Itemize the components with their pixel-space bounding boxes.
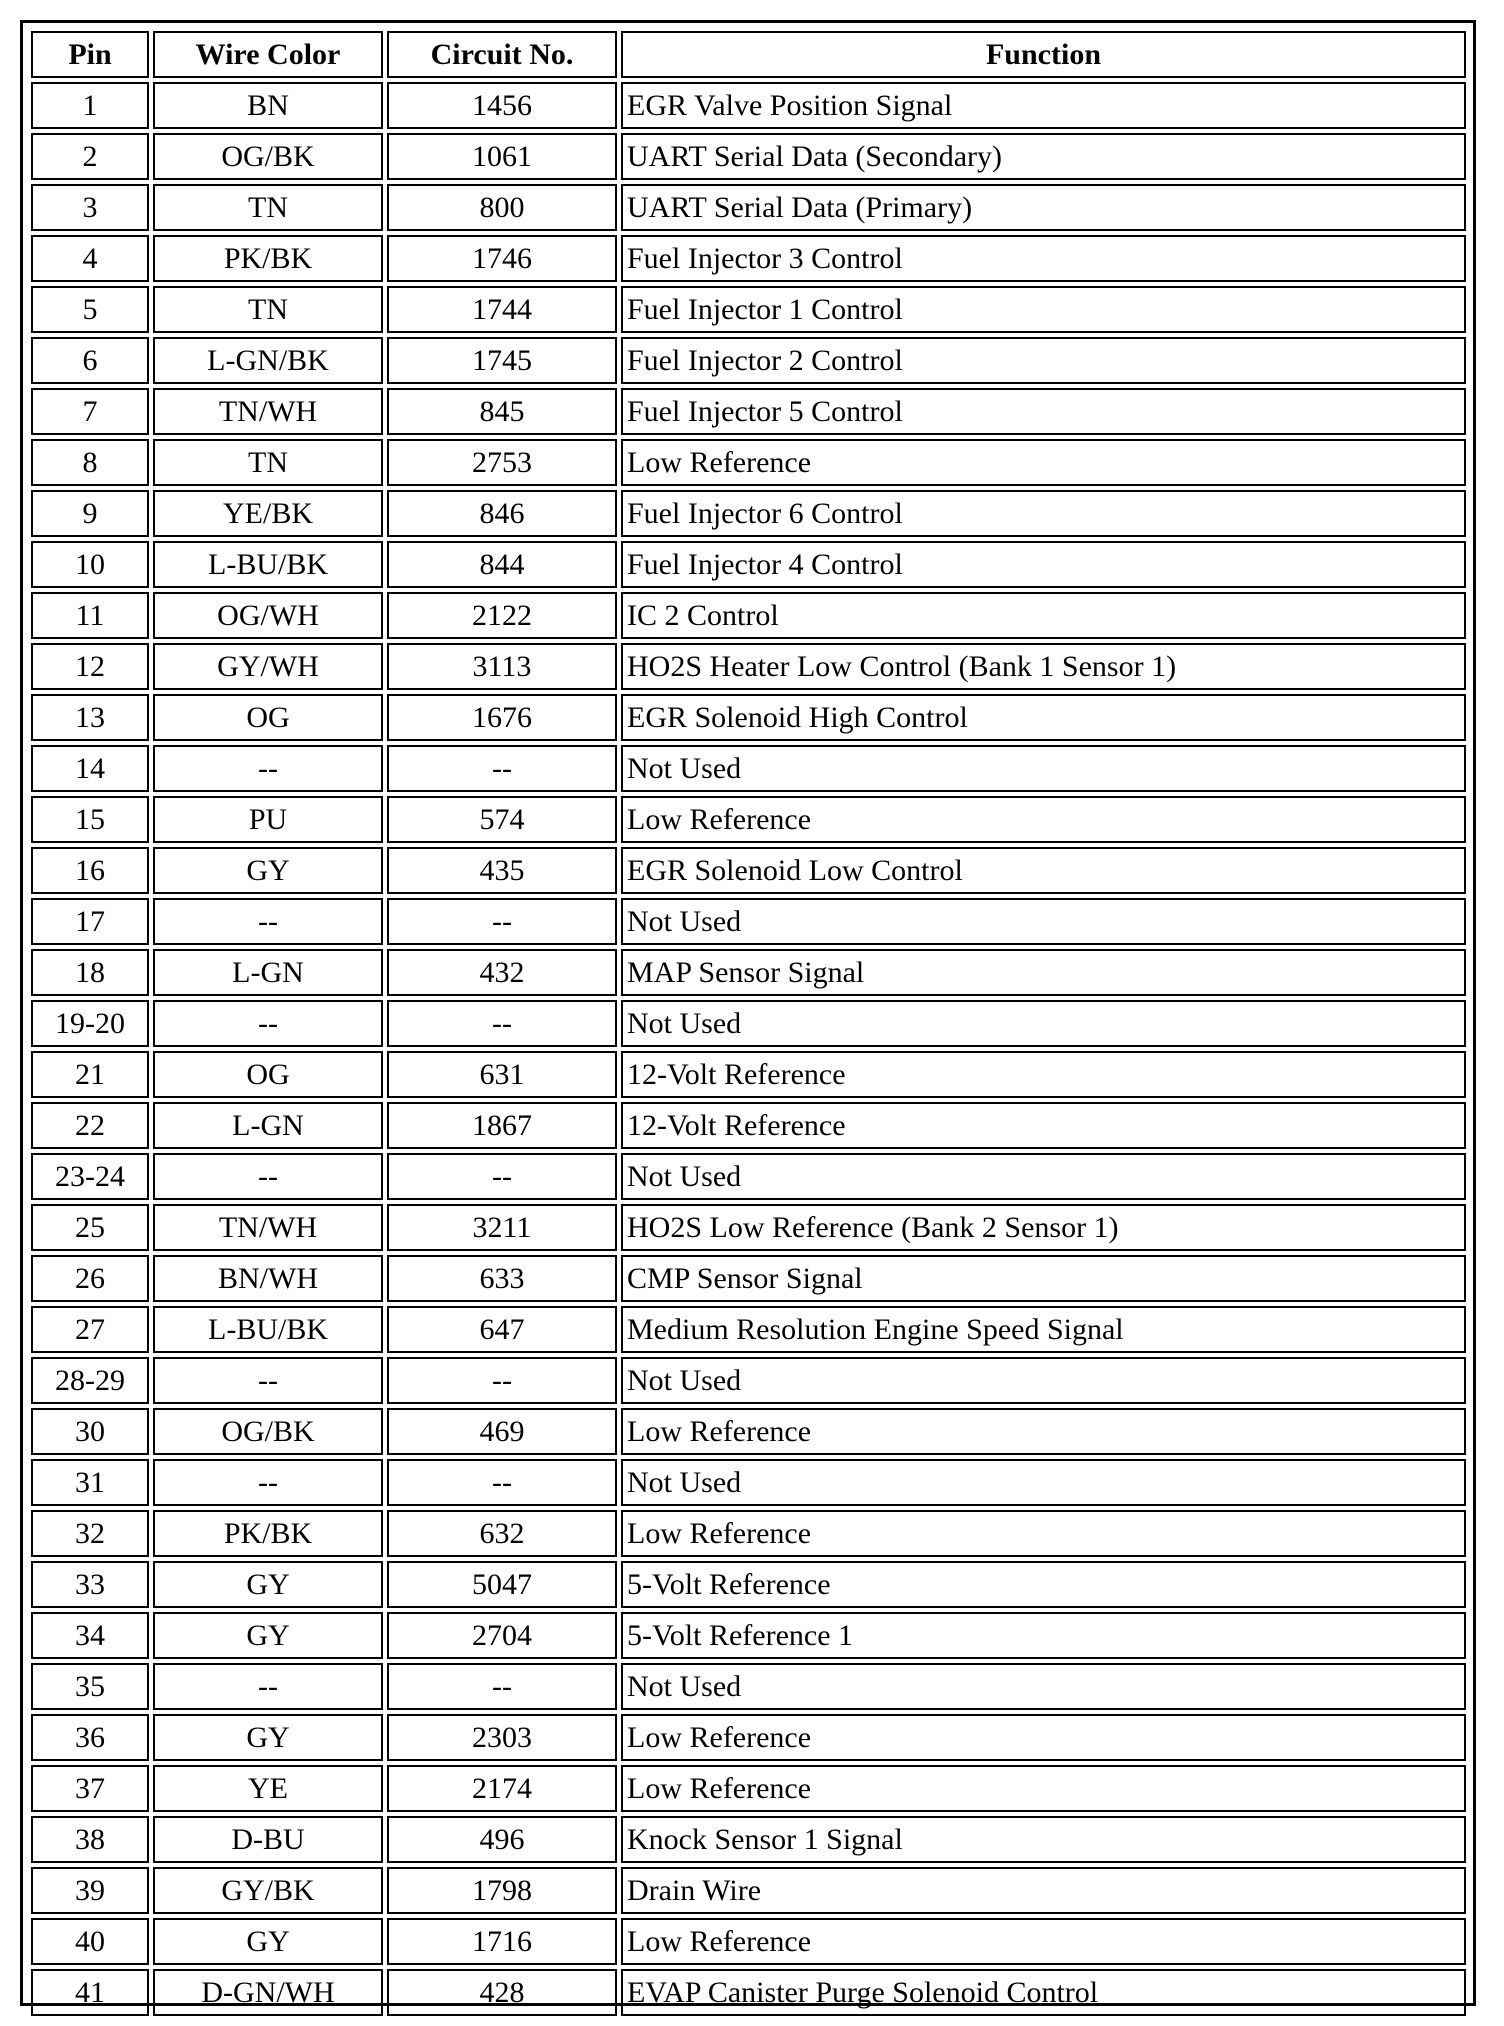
function-cell: Not Used: [621, 898, 1466, 945]
circuit-no-cell: 469: [387, 1408, 617, 1455]
function-cell: Low Reference: [621, 1918, 1466, 1965]
pin-cell: 37: [31, 1765, 149, 1812]
table-body: [31, 82, 1466, 2016]
table-row: [31, 796, 1466, 843]
function-cell: Fuel Injector 6 Control: [621, 490, 1466, 537]
function-cell: Low Reference: [621, 1765, 1466, 1812]
pin-cell: 23-24: [31, 1153, 149, 1200]
table-row: [31, 1204, 1466, 1251]
wire-color-cell: GY/BK: [153, 1867, 383, 1914]
wire-color-cell: --: [153, 898, 383, 945]
table-row: [31, 694, 1466, 741]
wire-color-cell: OG/WH: [153, 592, 383, 639]
wire-color-cell: GY: [153, 847, 383, 894]
circuit-no-cell: 2174: [387, 1765, 617, 1812]
table-row: [31, 541, 1466, 588]
circuit-no-cell: --: [387, 1663, 617, 1710]
function-cell: Fuel Injector 3 Control: [621, 235, 1466, 282]
circuit-no-cell: 845: [387, 388, 617, 435]
pin-cell: 40: [31, 1918, 149, 1965]
circuit-no-cell: --: [387, 1153, 617, 1200]
table-row: [31, 1816, 1466, 1863]
pin-cell: 39: [31, 1867, 149, 1914]
circuit-no-cell: 1061: [387, 133, 617, 180]
table-row: [31, 1765, 1466, 1812]
table-row: [31, 1408, 1466, 1455]
circuit-no-cell: 2753: [387, 439, 617, 486]
circuit-no-cell: --: [387, 898, 617, 945]
circuit-no-cell: --: [387, 745, 617, 792]
circuit-no-cell: 1676: [387, 694, 617, 741]
function-cell: 12-Volt Reference: [621, 1102, 1466, 1149]
wire-color-cell: TN/WH: [153, 388, 383, 435]
wire-color-cell: --: [153, 745, 383, 792]
table-row: [31, 286, 1466, 333]
circuit-no-cell: 2704: [387, 1612, 617, 1659]
wire-color-cell: TN: [153, 184, 383, 231]
table-row: [31, 898, 1466, 945]
wire-color-cell: L-BU/BK: [153, 1306, 383, 1353]
table-row: [31, 439, 1466, 486]
table-row: [31, 1561, 1466, 1608]
wire-color-cell: GY: [153, 1918, 383, 1965]
function-cell: Low Reference: [621, 1510, 1466, 1557]
circuit-no-cell: 5047: [387, 1561, 617, 1608]
function-cell: Fuel Injector 2 Control: [621, 337, 1466, 384]
pin-cell: 34: [31, 1612, 149, 1659]
table-row: [31, 388, 1466, 435]
pin-cell: 15: [31, 796, 149, 843]
function-cell: UART Serial Data (Primary): [621, 184, 1466, 231]
function-cell: IC 2 Control: [621, 592, 1466, 639]
header-circuit-no: Circuit No.: [387, 31, 617, 78]
circuit-no-cell: 1798: [387, 1867, 617, 1914]
function-cell: Fuel Injector 1 Control: [621, 286, 1466, 333]
function-cell: UART Serial Data (Secondary): [621, 133, 1466, 180]
circuit-no-cell: 432: [387, 949, 617, 996]
circuit-no-cell: 1745: [387, 337, 617, 384]
pin-cell: 19-20: [31, 1000, 149, 1047]
wire-color-cell: --: [153, 1000, 383, 1047]
pin-cell: 27: [31, 1306, 149, 1353]
wire-color-cell: GY: [153, 1561, 383, 1608]
function-cell: Drain Wire: [621, 1867, 1466, 1914]
table-row: [31, 133, 1466, 180]
wire-color-cell: L-BU/BK: [153, 541, 383, 588]
pin-cell: 18: [31, 949, 149, 996]
pin-cell: 35: [31, 1663, 149, 1710]
table-row: [31, 643, 1466, 690]
function-cell: Low Reference: [621, 796, 1466, 843]
table-row: [31, 1051, 1466, 1098]
wire-color-cell: GY/WH: [153, 643, 383, 690]
pin-cell: 30: [31, 1408, 149, 1455]
circuit-no-cell: 846: [387, 490, 617, 537]
circuit-no-cell: 496: [387, 1816, 617, 1863]
table-row: [31, 1612, 1466, 1659]
pin-cell: 16: [31, 847, 149, 894]
pin-cell: 8: [31, 439, 149, 486]
wire-color-cell: BN/WH: [153, 1255, 383, 1302]
wire-color-cell: GY: [153, 1714, 383, 1761]
function-cell: Not Used: [621, 1459, 1466, 1506]
table-row: [31, 1714, 1466, 1761]
pin-cell: 17: [31, 898, 149, 945]
wire-color-cell: YE: [153, 1765, 383, 1812]
circuit-no-cell: 574: [387, 796, 617, 843]
table-row: [31, 1153, 1466, 1200]
function-cell: Not Used: [621, 745, 1466, 792]
function-cell: HO2S Low Reference (Bank 2 Sensor 1): [621, 1204, 1466, 1251]
pin-cell: 13: [31, 694, 149, 741]
pin-cell: 28-29: [31, 1357, 149, 1404]
function-cell: 12-Volt Reference: [621, 1051, 1466, 1098]
table-row: [31, 1918, 1466, 1965]
wire-color-cell: OG: [153, 1051, 383, 1098]
wire-color-cell: D-BU: [153, 1816, 383, 1863]
table-row: [31, 1255, 1466, 1302]
wire-color-cell: TN: [153, 439, 383, 486]
header-function: Function: [621, 31, 1466, 78]
wire-color-cell: OG/BK: [153, 133, 383, 180]
function-cell: Low Reference: [621, 1408, 1466, 1455]
table-row: [31, 235, 1466, 282]
table-row: [31, 1102, 1466, 1149]
circuit-no-cell: --: [387, 1357, 617, 1404]
wire-color-cell: YE/BK: [153, 490, 383, 537]
pinout-table: [27, 27, 1470, 2020]
function-cell: Not Used: [621, 1357, 1466, 1404]
table-row: [31, 1459, 1466, 1506]
function-cell: EGR Solenoid Low Control: [621, 847, 1466, 894]
circuit-no-cell: 844: [387, 541, 617, 588]
table-row: [31, 592, 1466, 639]
table-row: [31, 1510, 1466, 1557]
circuit-no-cell: --: [387, 1000, 617, 1047]
circuit-no-cell: 1456: [387, 82, 617, 129]
table-row: [31, 490, 1466, 537]
pin-cell: 21: [31, 1051, 149, 1098]
circuit-no-cell: 633: [387, 1255, 617, 1302]
circuit-no-cell: 631: [387, 1051, 617, 1098]
pin-cell: 41: [31, 1969, 149, 2016]
function-cell: Not Used: [621, 1000, 1466, 1047]
wire-color-cell: BN: [153, 82, 383, 129]
circuit-no-cell: 2122: [387, 592, 617, 639]
circuit-no-cell: 1746: [387, 235, 617, 282]
table-row: [31, 1663, 1466, 1710]
circuit-no-cell: 3211: [387, 1204, 617, 1251]
pin-cell: 3: [31, 184, 149, 231]
wire-color-cell: TN: [153, 286, 383, 333]
pin-cell: 4: [31, 235, 149, 282]
pin-cell: 10: [31, 541, 149, 588]
pin-cell: 32: [31, 1510, 149, 1557]
table-row: [31, 82, 1466, 129]
wire-color-cell: L-GN/BK: [153, 337, 383, 384]
table-row: [31, 1306, 1466, 1353]
pin-cell: 31: [31, 1459, 149, 1506]
pin-cell: 38: [31, 1816, 149, 1863]
table-row: [31, 1969, 1466, 2016]
pin-cell: 26: [31, 1255, 149, 1302]
function-cell: EVAP Canister Purge Solenoid Control: [621, 1969, 1466, 2016]
wire-color-cell: L-GN: [153, 1102, 383, 1149]
wire-color-cell: --: [153, 1357, 383, 1404]
circuit-no-cell: 1867: [387, 1102, 617, 1149]
wire-color-cell: TN/WH: [153, 1204, 383, 1251]
table-row: [31, 184, 1466, 231]
function-cell: EGR Valve Position Signal: [621, 82, 1466, 129]
pin-cell: 12: [31, 643, 149, 690]
table-row: [31, 337, 1466, 384]
circuit-no-cell: --: [387, 1459, 617, 1506]
header-wire-color: Wire Color: [153, 31, 383, 78]
circuit-no-cell: 435: [387, 847, 617, 894]
pin-cell: 7: [31, 388, 149, 435]
function-cell: 5-Volt Reference 1: [621, 1612, 1466, 1659]
circuit-no-cell: 1716: [387, 1918, 617, 1965]
circuit-no-cell: 647: [387, 1306, 617, 1353]
table-row: [31, 847, 1466, 894]
function-cell: HO2S Heater Low Control (Bank 1 Sensor 1): [621, 643, 1466, 690]
function-cell: EGR Solenoid High Control: [621, 694, 1466, 741]
function-cell: Low Reference: [621, 1714, 1466, 1761]
function-cell: Not Used: [621, 1153, 1466, 1200]
function-cell: Low Reference: [621, 439, 1466, 486]
circuit-no-cell: 632: [387, 1510, 617, 1557]
wire-color-cell: PK/BK: [153, 235, 383, 282]
circuit-no-cell: 800: [387, 184, 617, 231]
function-cell: 5-Volt Reference: [621, 1561, 1466, 1608]
circuit-no-cell: 1744: [387, 286, 617, 333]
pin-cell: 2: [31, 133, 149, 180]
wire-color-cell: PK/BK: [153, 1510, 383, 1557]
table-row: [31, 745, 1466, 792]
wire-color-cell: GY: [153, 1612, 383, 1659]
wire-color-cell: L-GN: [153, 949, 383, 996]
wire-color-cell: PU: [153, 796, 383, 843]
function-cell: Knock Sensor 1 Signal: [621, 1816, 1466, 1863]
wire-color-cell: OG/BK: [153, 1408, 383, 1455]
header-row: [31, 31, 1466, 78]
pin-cell: 36: [31, 1714, 149, 1761]
pin-cell: 1: [31, 82, 149, 129]
wire-color-cell: D-GN/WH: [153, 1969, 383, 2016]
pin-cell: 25: [31, 1204, 149, 1251]
pin-cell: 9: [31, 490, 149, 537]
wire-color-cell: --: [153, 1459, 383, 1506]
function-cell: Fuel Injector 4 Control: [621, 541, 1466, 588]
function-cell: Not Used: [621, 1663, 1466, 1710]
pin-cell: 33: [31, 1561, 149, 1608]
pin-cell: 22: [31, 1102, 149, 1149]
table-row: [31, 1867, 1466, 1914]
table-row: [31, 949, 1466, 996]
circuit-no-cell: 2303: [387, 1714, 617, 1761]
wire-color-cell: --: [153, 1663, 383, 1710]
function-cell: Medium Resolution Engine Speed Signal: [621, 1306, 1466, 1353]
pin-cell: 6: [31, 337, 149, 384]
pin-cell: 5: [31, 286, 149, 333]
function-cell: Fuel Injector 5 Control: [621, 388, 1466, 435]
header-pin: Pin: [31, 31, 149, 78]
pin-cell: 14: [31, 745, 149, 792]
function-cell: MAP Sensor Signal: [621, 949, 1466, 996]
pinout-table-frame: [20, 20, 1476, 2009]
wire-color-cell: OG: [153, 694, 383, 741]
pin-cell: 11: [31, 592, 149, 639]
table-row: [31, 1000, 1466, 1047]
table-row: [31, 1357, 1466, 1404]
circuit-no-cell: 428: [387, 1969, 617, 2016]
circuit-no-cell: 3113: [387, 643, 617, 690]
wire-color-cell: --: [153, 1153, 383, 1200]
function-cell: CMP Sensor Signal: [621, 1255, 1466, 1302]
table-header: [31, 31, 1466, 78]
